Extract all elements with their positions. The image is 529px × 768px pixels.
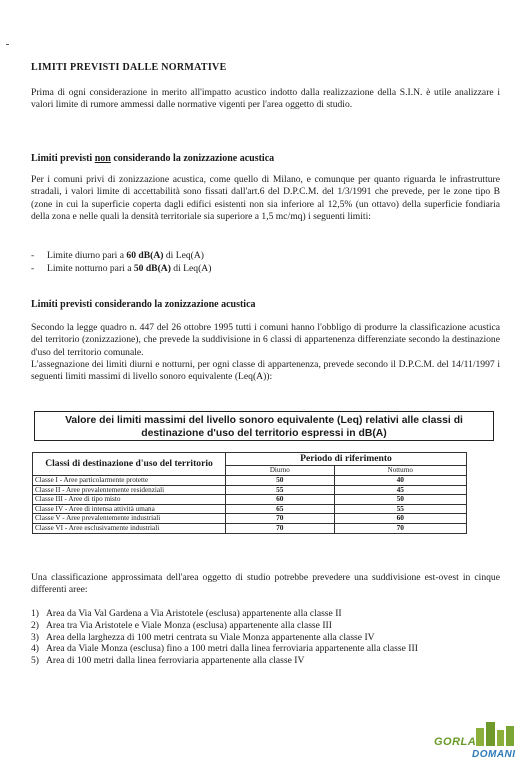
day-value-cell: 65: [226, 504, 335, 514]
list-item: [31, 608, 501, 620]
item-text: Area della larghezza di 100 metri centrata su Viale Monza appartenente alla classe IV: [46, 631, 375, 643]
item-number: 5): [31, 655, 39, 667]
night-value-cell: 45: [334, 485, 466, 495]
night-value-cell: 70: [334, 523, 466, 533]
item-number: 2): [31, 619, 39, 631]
day-value-cell: 50: [226, 476, 335, 486]
limits-list: [31, 250, 211, 276]
heading-underlined-word: non: [94, 153, 111, 164]
item-text: Area da Via Val Gardena a Via Aristotele (esclusa) appartenente alla classe II: [46, 608, 342, 619]
night-value-cell: 40: [334, 476, 466, 486]
zoning-paragraph-2: L'assegnazione dei limiti diurni e notturni, per ogni classe di appartenenza, prevede secondo il D.P.C.M. del 14/11/1997 i seguenti limiti massimi di livello sonoro equivalente (Leq(A)):: [31, 359, 500, 383]
no-zoning-paragraph: Per i comuni privi di zonizzazione acustica, come quello di Milano, e comunque per quanto riguarda le infrastrutture stradali, i valori limite di accettabilità sono fissati dall'art.6 del D.P.C.M. del 1/3/1991 che prevede, per le zone tipo B (zone in cui la superficie coperta dagli edifici esistenti non sia inferiore al 12,5% (un ottavo) della superficie fondiaria della zona e nelle quali la densità territoriale sia superiore a 1,5 mc/mq) i seguenti limiti:: [31, 174, 500, 222]
item-number: 1): [31, 608, 39, 619]
table-row: [33, 495, 467, 505]
list-item: [31, 250, 211, 263]
list-item: [31, 643, 501, 655]
limits-table: [32, 452, 467, 534]
column-header-day: Diurno: [226, 465, 335, 475]
logo-building-shape: [497, 730, 504, 746]
column-header-period: Periodo di riferimento: [226, 453, 467, 466]
column-header-class: Classi di destinazione d'uso del territorio: [33, 453, 226, 476]
table-row: [33, 476, 467, 486]
limit-text: Limite diurno pari a: [47, 250, 127, 261]
margin-mark: [6, 44, 9, 45]
item-number: 3): [31, 631, 39, 643]
limit-text: di Leq(A): [170, 263, 212, 274]
list-item: [31, 263, 211, 276]
item-text: Area da Viale Monza (esclusa) fino a 100 metri dalla linea ferroviaria appartenente alla classe III: [46, 643, 418, 655]
table-row: [33, 523, 467, 533]
day-value-cell: 55: [226, 485, 335, 495]
limit-value: 60 dB(A): [126, 250, 164, 261]
class-cell: Classe VI - Aree esclusivamente industriali: [33, 523, 226, 533]
logo-text-line2: DOMANI: [472, 749, 516, 760]
list-item: [31, 655, 501, 667]
table-header-row: [33, 453, 467, 466]
column-header-night: Notturno: [334, 465, 466, 475]
item-text: Area tra Via Aristotele e Viale Monza (esclusa) appartenente alla classe III: [46, 619, 332, 631]
intro-paragraph: Prima di ogni considerazione in merito all'impatto acustico indotto dalla realizzazione della S.I.N. è utile analizzare i valori limite di rumore ammessi dalle normative vigenti per l'area oggetto di studio.: [31, 87, 500, 111]
logo-building-shape: [486, 722, 495, 746]
heading-text: considerando la zonizzazione acustica: [110, 153, 275, 164]
class-cell: Classe III - Aree di tipo misto: [33, 495, 226, 505]
class-cell: Classe V - Aree prevalentemente industriali: [33, 514, 226, 524]
limit-value: 50 dB(A): [133, 263, 171, 274]
section-heading-no-zoning: [31, 153, 274, 165]
table-caption: Valore dei limiti massimi del livello sonoro equivalente (Leq) relativi alle classi di destinazione d'uso del territorio espressi in dB(A): [34, 411, 494, 441]
limit-text: Limite notturno pari a: [47, 263, 134, 274]
night-value-cell: 55: [334, 504, 466, 514]
logo-building-shape: [476, 728, 484, 746]
day-value-cell: 70: [226, 523, 335, 533]
logo-building-shape: [506, 726, 514, 746]
day-value-cell: 60: [226, 495, 335, 505]
gorla-domani-logo: [432, 718, 522, 766]
zoning-paragraph: Secondo la legge quadro n. 447 del 26 ottobre 1995 tutti i comuni hanno l'obbligo di produrre la classificazione acustica del territorio (zonizzazione), che prevede la suddivisione in 6 classi di appartenenza differenziate secondo la destinazione d'uso del territorio comunale.: [31, 322, 500, 358]
item-text: Area di 100 metri dalla linea ferroviaria appartenente alla classe IV: [46, 655, 305, 667]
day-value-cell: 70: [226, 514, 335, 524]
classification-paragraph: Una classificazione approssimata dell'area oggetto di studio potrebbe prevedere una suddivisione est-ovest in cinque differenti aree:: [31, 572, 500, 596]
night-value-cell: 60: [334, 514, 466, 524]
list-item: [31, 632, 501, 644]
page-title: LIMITI PREVISTI DALLE NORMATIVE: [31, 62, 227, 73]
areas-list: [31, 608, 501, 667]
list-item: [31, 620, 501, 632]
class-cell: Classe I - Aree particolarmente protette: [33, 476, 226, 486]
class-cell: Classe II - Aree prevalentemente residenziali: [33, 485, 226, 495]
night-value-cell: 50: [334, 495, 466, 505]
limit-text: di Leq(A): [163, 250, 204, 261]
heading-text: Limiti previsti: [31, 153, 95, 164]
item-number: 4): [31, 643, 39, 655]
class-cell: Classe IV - Aree di intensa attività umana: [33, 504, 226, 514]
section-heading-zoning: Limiti previsti considerando la zonizzazione acustica: [31, 299, 256, 310]
logo-text-line1: GORLA: [434, 736, 477, 748]
